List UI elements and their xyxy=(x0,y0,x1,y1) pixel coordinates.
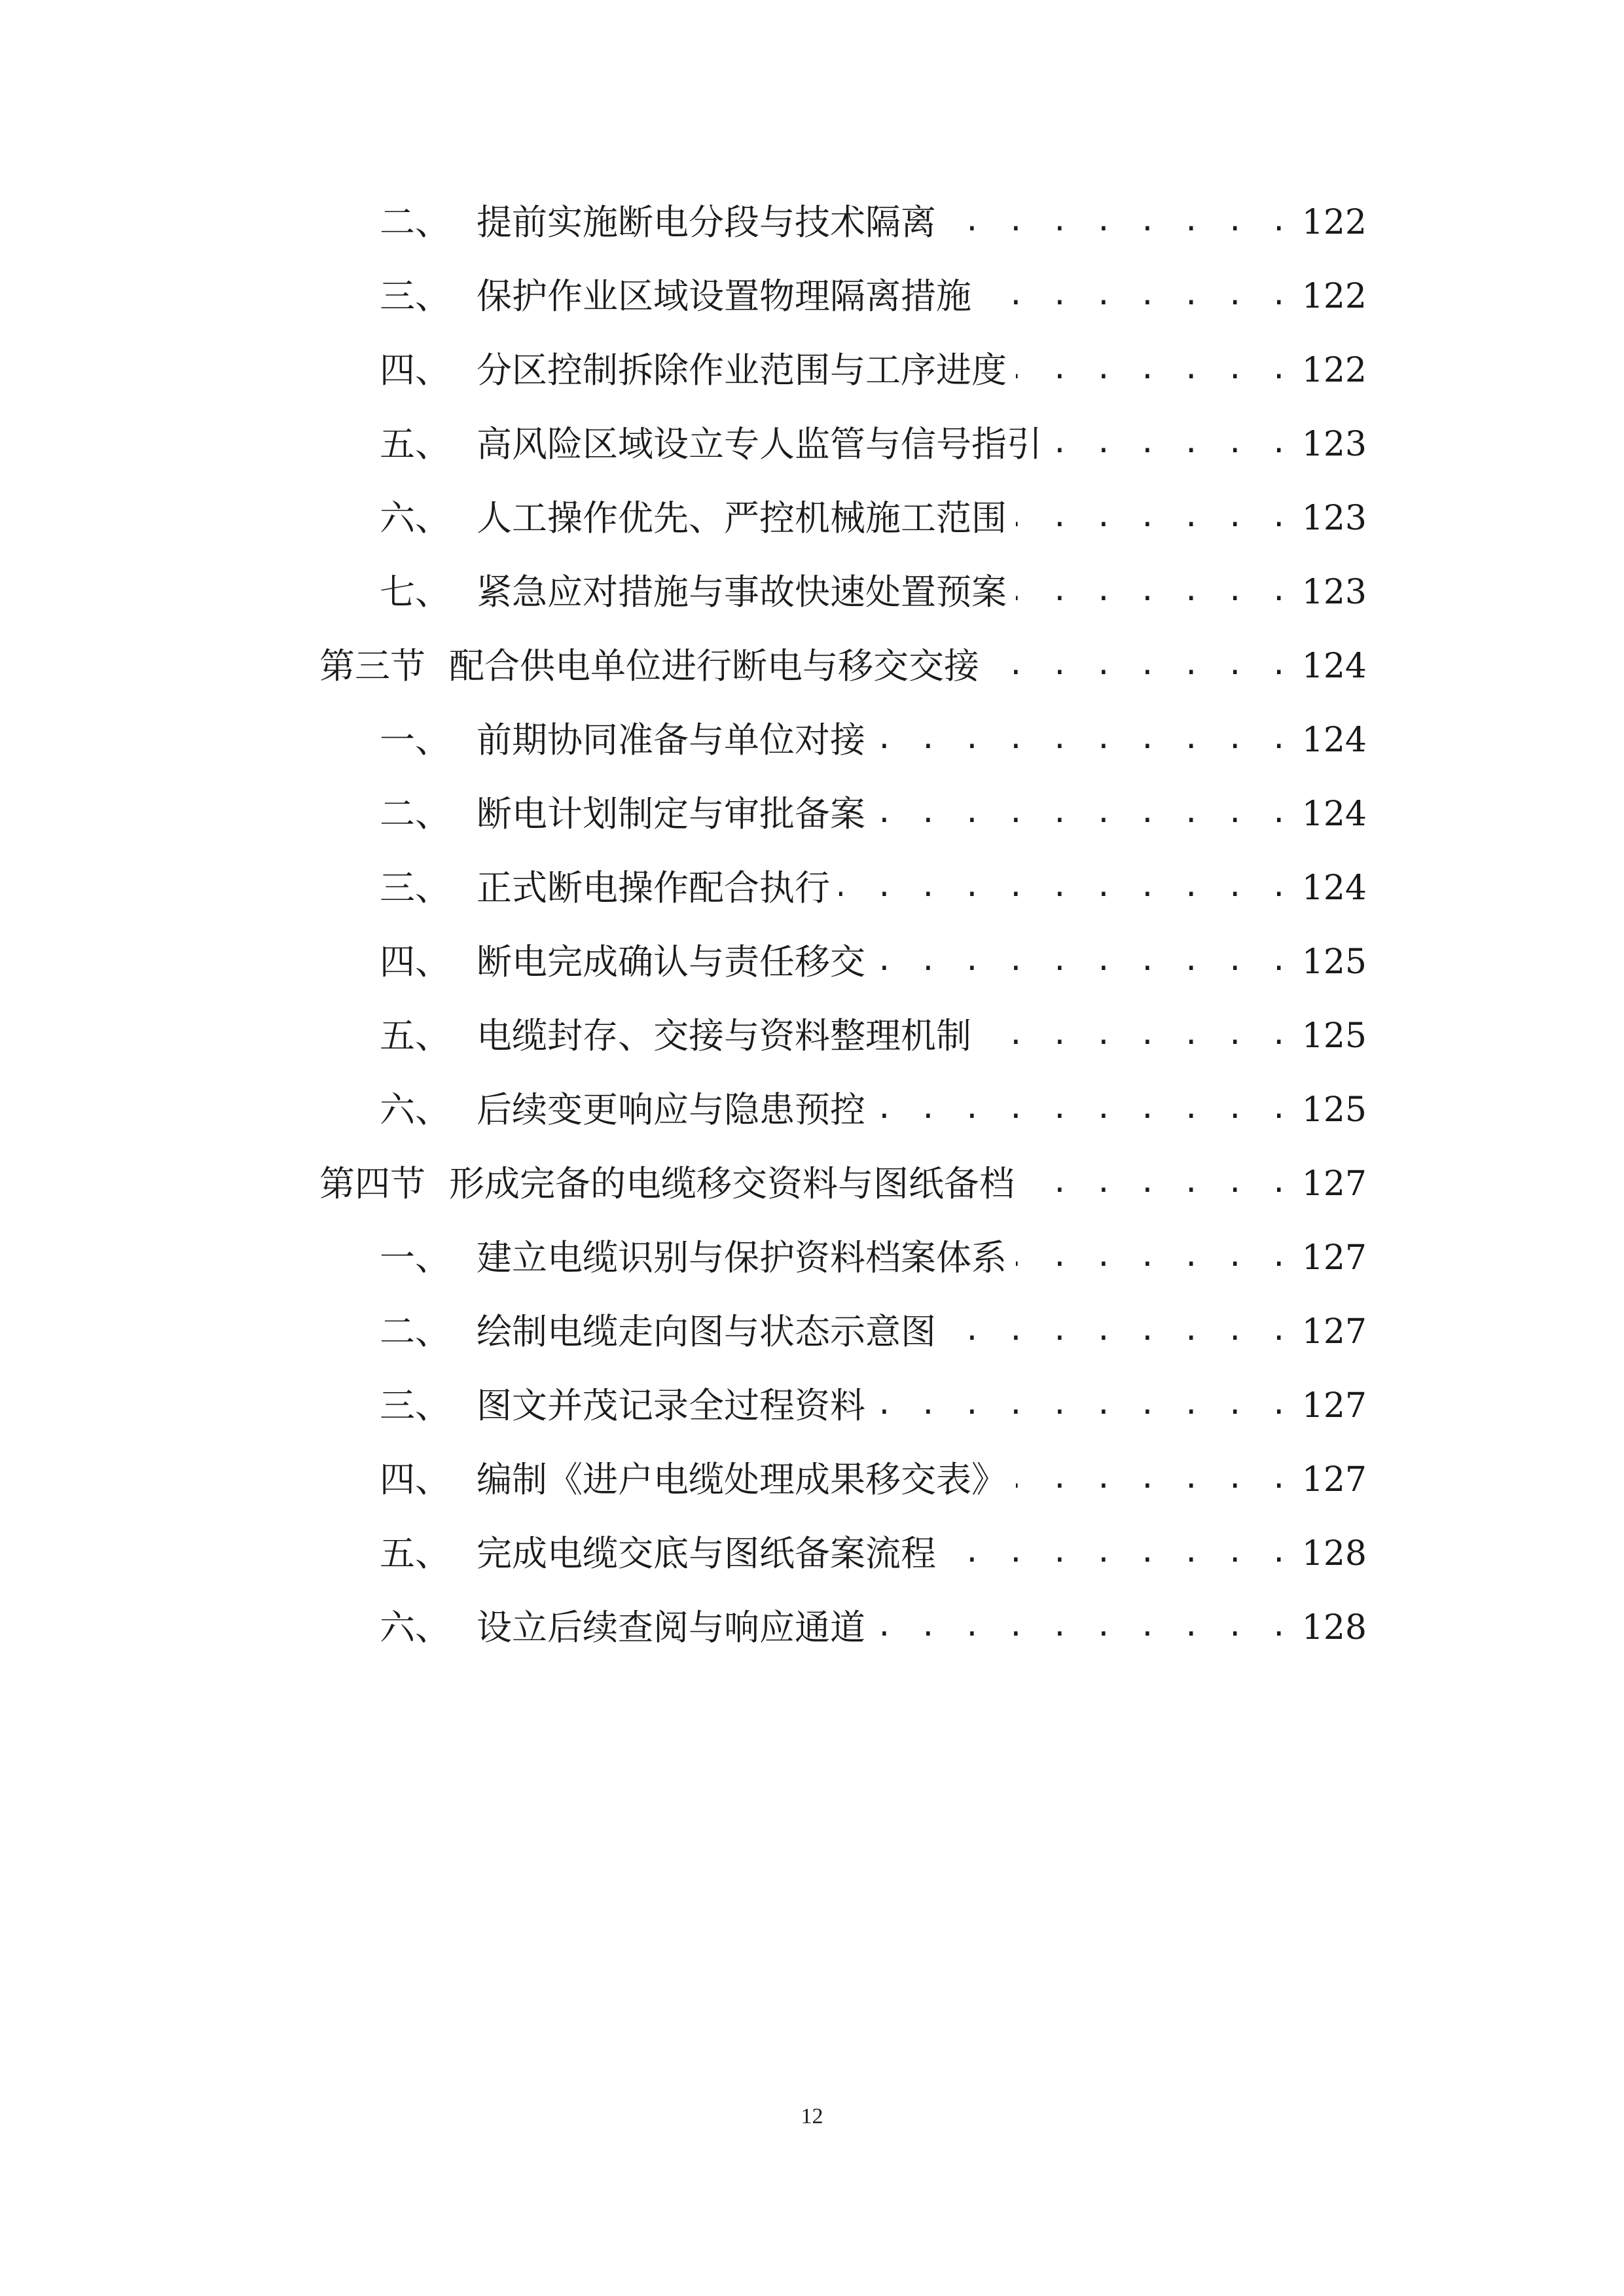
toc-entry-number: 七、 xyxy=(380,571,450,613)
toc-entry-page: 124 xyxy=(1301,869,1367,908)
toc-entry-title: 配合供电单位进行断电与移交交接 xyxy=(449,645,979,687)
toc-entry[interactable] xyxy=(380,486,1367,551)
toc-entry-number: 一、 xyxy=(380,1237,450,1278)
toc-entry-page: 122 xyxy=(1301,277,1367,316)
toc-entry-page: 123 xyxy=(1301,499,1367,538)
toc-entry[interactable] xyxy=(380,708,1367,773)
toc-entry-number: 一、 xyxy=(380,719,450,761)
toc-entry-number: 二、 xyxy=(380,202,450,243)
toc-entry-page: 128 xyxy=(1301,1608,1367,1647)
dot-leader xyxy=(1016,486,1292,551)
toc-entry-number: 三、 xyxy=(380,276,450,317)
toc-entry[interactable] xyxy=(380,1447,1367,1513)
dot-leader xyxy=(875,929,1292,995)
toc-entry-page: 128 xyxy=(1301,1534,1367,1573)
toc-entry-title: 提前实施断电分段与技术隔离 xyxy=(477,202,936,243)
toc-entry-number: 三、 xyxy=(380,1385,450,1426)
dot-leader xyxy=(1051,412,1292,477)
toc-section-entry[interactable] xyxy=(319,634,1367,699)
toc-entry-number: 第四节 xyxy=(319,1163,425,1204)
toc-entry-page: 127 xyxy=(1301,1386,1367,1426)
dot-leader xyxy=(1016,1225,1292,1291)
toc-entry[interactable] xyxy=(380,1003,1367,1069)
dot-leader xyxy=(945,1521,1292,1587)
toc-entry-page: 124 xyxy=(1301,721,1367,760)
dot-leader xyxy=(1016,1447,1292,1513)
toc-entry-page: 127 xyxy=(1301,1238,1367,1278)
dot-leader xyxy=(981,264,1292,329)
toc-entry-number: 二、 xyxy=(380,1311,450,1352)
toc-entry-title: 绘制电缆走向图与状态示意图 xyxy=(477,1311,936,1352)
toc-entry-number: 六、 xyxy=(380,497,450,539)
toc-entry-page: 123 xyxy=(1301,425,1367,464)
toc-entry-title: 正式断电操作配合执行 xyxy=(477,867,830,908)
toc-entry-title: 编制《进户电缆处理成果移交表》 xyxy=(477,1459,1007,1500)
toc-entry-title: 图文并茂记录全过程资料 xyxy=(477,1385,865,1426)
toc-entry-title: 高风险区域设立专人监管与信号指引 xyxy=(477,423,1042,465)
toc-entry-title: 人工操作优先、严控机械施工范围 xyxy=(477,497,1007,539)
page-number: 12 xyxy=(801,2104,823,2128)
toc-entry[interactable] xyxy=(380,1225,1367,1291)
toc-entry-page: 125 xyxy=(1301,942,1367,982)
toc-entry[interactable] xyxy=(380,1299,1367,1365)
toc-entry[interactable] xyxy=(380,560,1367,625)
toc-entry-title: 分区控制拆除作业范围与工序进度 xyxy=(477,350,1007,391)
toc-entry-title: 后续变更响应与隐患预控 xyxy=(477,1089,865,1130)
dot-leader xyxy=(1024,1151,1292,1217)
toc-entry[interactable] xyxy=(380,412,1367,477)
toc-entry-number: 五、 xyxy=(380,1533,450,1574)
toc-entry[interactable] xyxy=(380,1521,1367,1587)
dot-leader xyxy=(875,1373,1292,1439)
toc-entry-title: 电缆封存、交接与资料整理机制 xyxy=(477,1015,971,1056)
toc-entry-page: 125 xyxy=(1301,1090,1367,1130)
toc-entry-page: 122 xyxy=(1301,203,1367,242)
toc-entry[interactable] xyxy=(380,781,1367,847)
dot-leader xyxy=(875,1077,1292,1143)
toc-entry-number: 四、 xyxy=(380,941,450,982)
toc-entry[interactable] xyxy=(380,855,1367,921)
toc-entry-page: 127 xyxy=(1301,1312,1367,1352)
toc-entry-number: 三、 xyxy=(380,867,450,908)
toc-entry-page: 124 xyxy=(1301,795,1367,834)
toc-entry[interactable] xyxy=(380,264,1367,329)
toc-entry-number: 二、 xyxy=(380,793,450,834)
dot-leader xyxy=(1016,560,1292,625)
toc-entry-title: 前期协同准备与单位对接 xyxy=(477,719,865,761)
toc-entry-number: 四、 xyxy=(380,350,450,391)
toc-entry[interactable] xyxy=(380,1595,1367,1660)
toc-entry-title: 紧急应对措施与事故快速处置预案 xyxy=(477,571,1007,613)
toc-entry-number: 四、 xyxy=(380,1459,450,1500)
toc-entry-title: 形成完备的电缆移交资料与图纸备档 xyxy=(449,1163,1015,1204)
dot-leader xyxy=(1016,338,1292,403)
toc-entry[interactable] xyxy=(380,1373,1367,1439)
toc-entry-title: 建立电缆识别与保护资料档案体系 xyxy=(477,1237,1007,1278)
toc-entry-number: 五、 xyxy=(380,423,450,465)
dot-leader xyxy=(875,1595,1292,1660)
toc-entry-title: 保护作业区域设置物理隔离措施 xyxy=(477,276,971,317)
dot-leader xyxy=(988,634,1292,699)
toc-entry-title: 完成电缆交底与图纸备案流程 xyxy=(477,1533,936,1574)
toc-entry-page: 122 xyxy=(1301,351,1367,390)
toc-entry[interactable] xyxy=(380,338,1367,403)
toc-entry[interactable] xyxy=(380,929,1367,995)
dot-leader xyxy=(945,190,1292,255)
toc-entry-page: 127 xyxy=(1301,1164,1367,1204)
toc-entry[interactable] xyxy=(380,190,1367,255)
toc-entry-number: 五、 xyxy=(380,1015,450,1056)
dot-leader xyxy=(875,708,1292,773)
toc-entry-title: 设立后续查阅与响应通道 xyxy=(477,1607,865,1648)
toc-entry-title: 断电完成确认与责任移交 xyxy=(477,941,865,982)
toc-entry-number: 第三节 xyxy=(319,645,425,687)
dot-leader xyxy=(945,1299,1292,1365)
toc-entry-title: 断电计划制定与审批备案 xyxy=(477,793,865,834)
toc-entry[interactable] xyxy=(380,1077,1367,1143)
dot-leader xyxy=(839,855,1292,921)
dot-leader xyxy=(981,1003,1292,1069)
toc-entry-page: 123 xyxy=(1301,573,1367,612)
toc-entry-page: 125 xyxy=(1301,1016,1367,1056)
toc-entry-page: 124 xyxy=(1301,647,1367,686)
toc-entry-page: 127 xyxy=(1301,1460,1367,1499)
toc-section-entry[interactable] xyxy=(319,1151,1367,1217)
toc-entry-number: 六、 xyxy=(380,1089,450,1130)
dot-leader xyxy=(875,781,1292,847)
toc-entry-number: 六、 xyxy=(380,1607,450,1648)
